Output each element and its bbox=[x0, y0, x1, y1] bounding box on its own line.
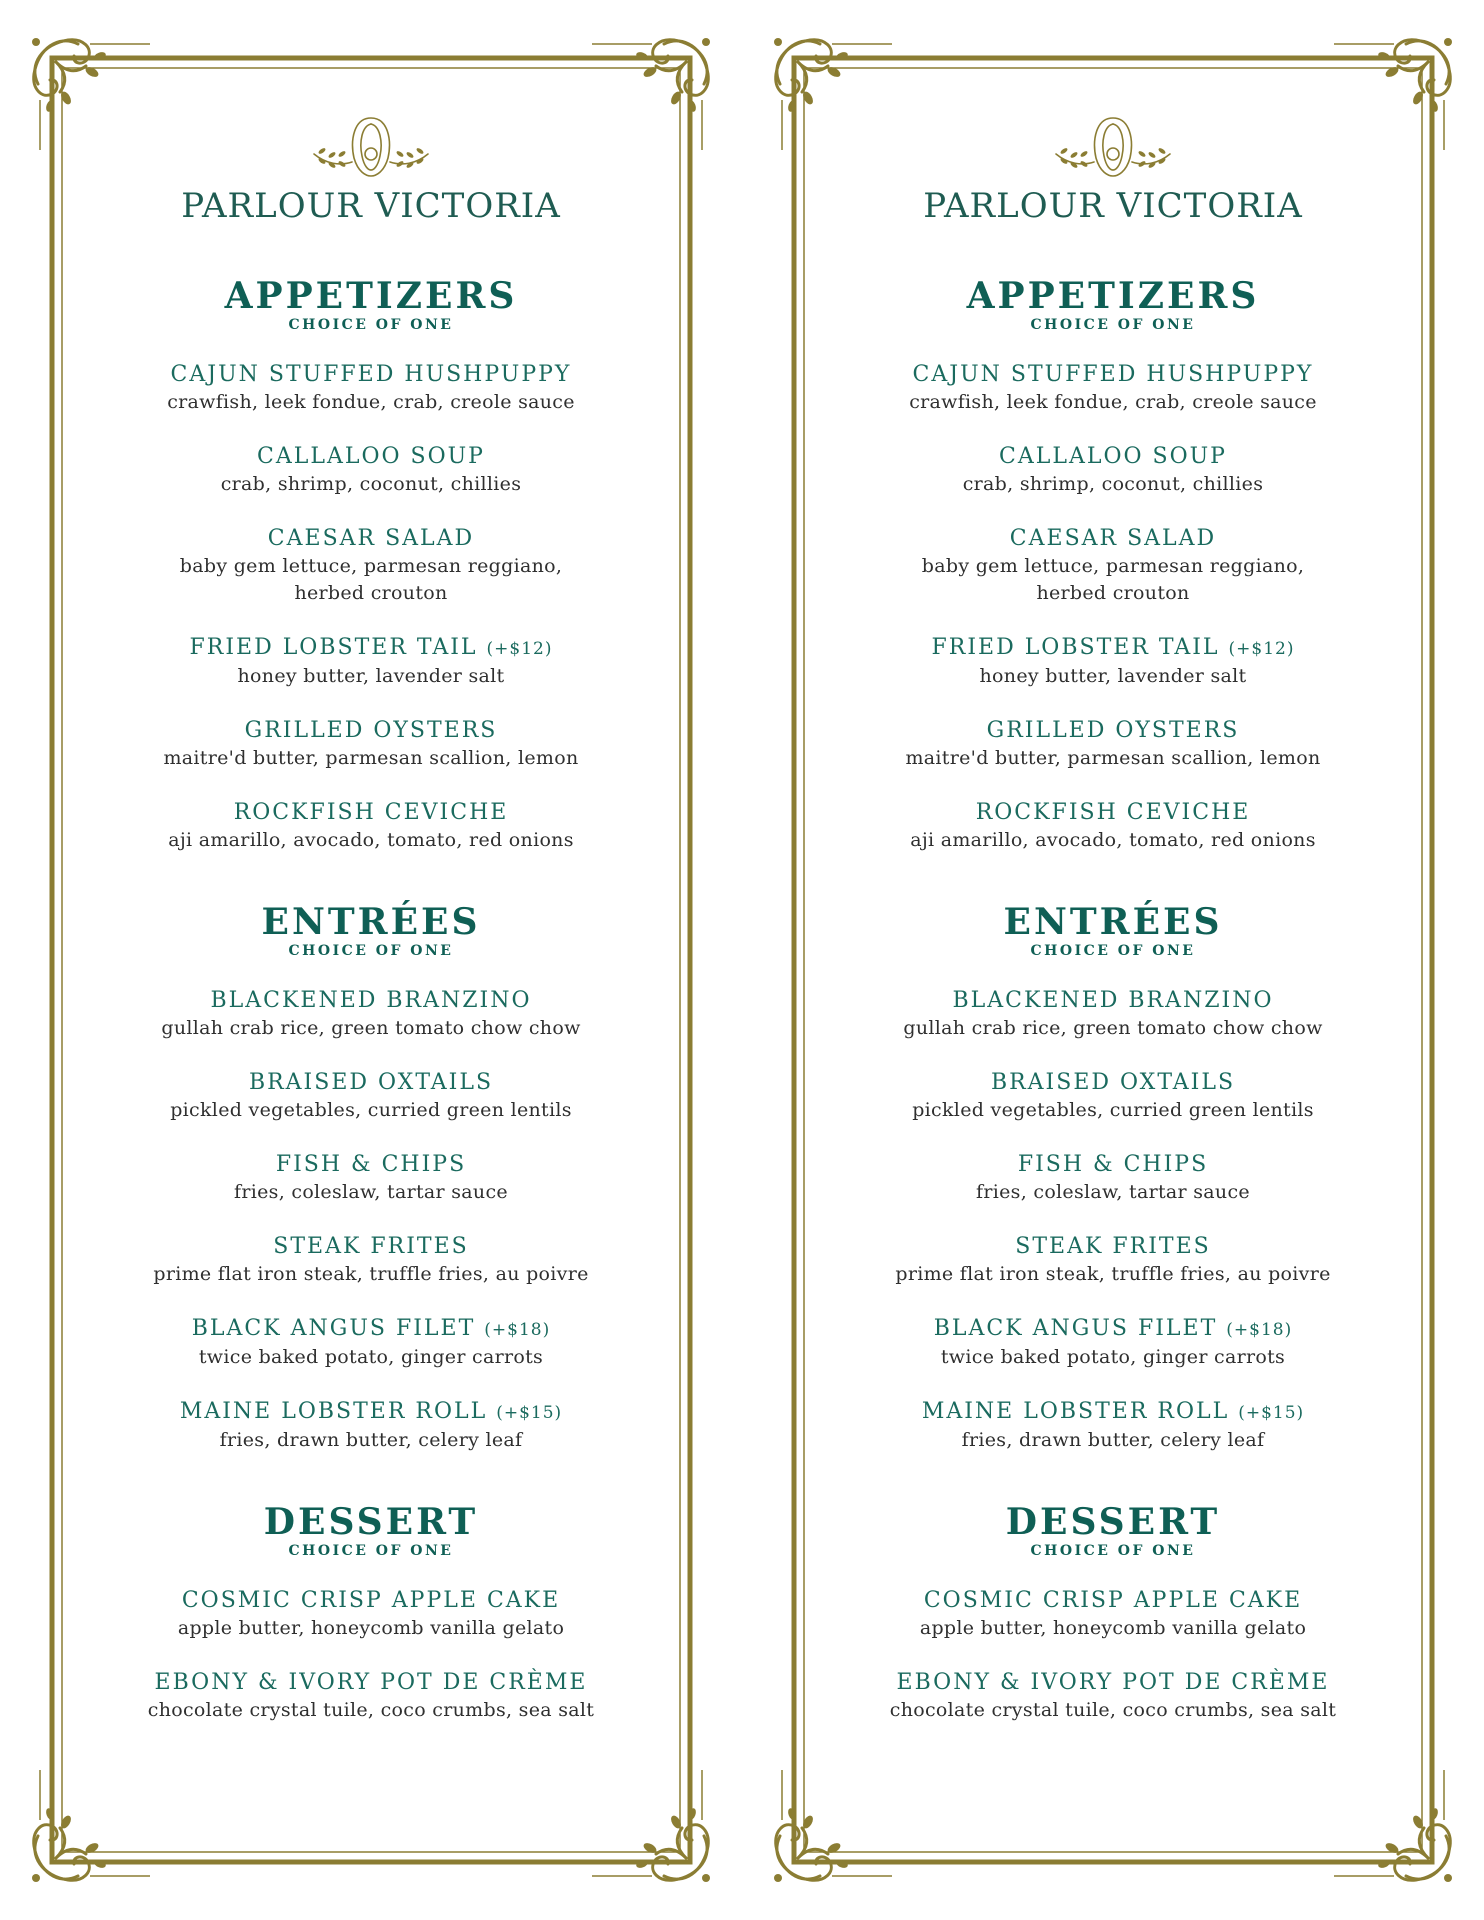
corner-flourish-icon bbox=[774, 38, 849, 113]
menu-item-name-line bbox=[110, 361, 632, 389]
corner-flourish-icon bbox=[635, 1807, 710, 1882]
menu-item-name-line bbox=[110, 443, 632, 471]
menu-item-name: GRILLED OYSTERS bbox=[244, 718, 498, 743]
menu-item bbox=[110, 1669, 632, 1724]
menu-item-description: pickled vegetables, curried green lentils bbox=[170, 1099, 572, 1121]
menu-item-name-line bbox=[110, 1669, 632, 1697]
menu-item-description: baby gem lettuce, parmesan reggiano, bbox=[921, 555, 1305, 577]
menu-item-description: herbed crouton bbox=[294, 582, 448, 604]
corner-flourish-icon bbox=[32, 1807, 107, 1882]
menu-items bbox=[110, 987, 632, 1454]
menu-section bbox=[852, 902, 1374, 1454]
section-subtitle: CHOICE OF ONE bbox=[1030, 1543, 1196, 1559]
menu-item-name: CAJUN STUFFED HUSHPUPPY bbox=[170, 362, 572, 387]
menu-item-description: fries, drawn butter, celery leaf bbox=[219, 1429, 523, 1451]
menu-item-name: STEAK FRITES bbox=[273, 1234, 469, 1259]
corner-flourish-icon bbox=[32, 38, 107, 113]
section-title: DESSERT bbox=[263, 1501, 479, 1543]
section-subtitle: CHOICE OF ONE bbox=[1030, 943, 1196, 959]
menu-item-description: prime flat iron steak, truffle fries, au poivre bbox=[153, 1263, 589, 1285]
menu-item-description: crawfish, leek fondue, crab, creole sauce bbox=[909, 391, 1317, 413]
menu-item-name-line bbox=[110, 1398, 632, 1427]
section-subtitle: CHOICE OF ONE bbox=[1030, 317, 1196, 333]
menu-section bbox=[852, 1502, 1374, 1724]
menu-item-name: COSMIC CRISP APPLE CAKE bbox=[181, 1588, 561, 1613]
brand-name: PARLOUR VICTORIA bbox=[923, 186, 1303, 226]
menu-item-price: (+$15) bbox=[496, 1403, 563, 1423]
menu-item bbox=[852, 634, 1374, 690]
menu-item-name-line bbox=[852, 799, 1374, 827]
menu-item bbox=[852, 717, 1374, 772]
menu-item-description: herbed crouton bbox=[1036, 582, 1190, 604]
menu-item bbox=[852, 1669, 1374, 1724]
menu-item-description: prime flat iron steak, truffle fries, au poivre bbox=[895, 1263, 1331, 1285]
corner-flourish-icon bbox=[635, 38, 710, 113]
oyster-with-laurel-icon bbox=[306, 110, 436, 184]
menu-item bbox=[852, 987, 1374, 1042]
menu-item-name-line bbox=[110, 634, 632, 663]
menu-item-description: fries, coleslaw, tartar sauce bbox=[234, 1181, 508, 1203]
menu-item-name-line bbox=[852, 525, 1374, 553]
menu-item bbox=[110, 1315, 632, 1371]
menu-item-name-line bbox=[110, 1315, 632, 1344]
menu-item-name-line bbox=[110, 799, 632, 827]
menu-item-description: twice baked potato, ginger carrots bbox=[940, 1346, 1286, 1368]
menu-item-name-line bbox=[110, 717, 632, 745]
menu-item bbox=[852, 799, 1374, 854]
menu-item bbox=[852, 1315, 1374, 1371]
menu-items bbox=[852, 1587, 1374, 1724]
brand-name: PARLOUR VICTORIA bbox=[181, 186, 561, 226]
menu-item-description: chocolate crystal tuile, coco crumbs, sea salt bbox=[147, 1699, 595, 1721]
section-title: ENTRÉES bbox=[261, 901, 481, 943]
menu-item-price: (+$12) bbox=[486, 639, 553, 659]
menu-item-name-line bbox=[852, 361, 1374, 389]
menu-section bbox=[110, 1502, 632, 1724]
menu-item-name: BLACK ANGUS FILET bbox=[933, 1316, 1218, 1341]
menu-items bbox=[110, 1587, 632, 1724]
menu-item-description: apple butter, honeycomb vanilla gelato bbox=[177, 1617, 565, 1639]
menu-item-name-line bbox=[852, 717, 1374, 745]
menu-item-name-line bbox=[110, 1233, 632, 1261]
menu-item-name-line bbox=[110, 1151, 632, 1179]
menu-item-name: ROCKFISH CEVICHE bbox=[233, 800, 509, 825]
menu-section bbox=[852, 276, 1374, 854]
menu-item bbox=[110, 717, 632, 772]
menu-items bbox=[852, 987, 1374, 1454]
oyster-with-laurel-icon bbox=[1048, 110, 1178, 184]
menu-item-description: honey butter, lavender salt bbox=[237, 665, 505, 687]
menu-item-name-line bbox=[852, 1587, 1374, 1615]
menu-section bbox=[110, 902, 632, 1454]
menu-item bbox=[852, 1151, 1374, 1206]
menu-item bbox=[852, 443, 1374, 498]
menu-section bbox=[110, 276, 632, 854]
menu-item bbox=[110, 1151, 632, 1206]
menu-item bbox=[110, 987, 632, 1042]
menu-item-name-line bbox=[852, 1069, 1374, 1097]
menu-item-description: twice baked potato, ginger carrots bbox=[198, 1346, 544, 1368]
menu-item-name: GRILLED OYSTERS bbox=[986, 718, 1240, 743]
menu-card-right bbox=[742, 0, 1484, 1920]
menu-item-name: FRIED LOBSTER TAIL bbox=[189, 635, 478, 660]
menu-item bbox=[852, 525, 1374, 607]
menu-item-price: (+$12) bbox=[1228, 639, 1295, 659]
menu-items bbox=[852, 361, 1374, 854]
menu-item-price: (+$18) bbox=[1226, 1320, 1293, 1340]
menu-item-name-line bbox=[852, 1669, 1374, 1697]
section-subtitle: CHOICE OF ONE bbox=[288, 1543, 454, 1559]
menu-item-name: MAINE LOBSTER ROLL bbox=[179, 1399, 488, 1424]
menu-item-name-line bbox=[852, 1398, 1374, 1427]
menu-item-name-line bbox=[852, 443, 1374, 471]
menu-item-name-line bbox=[110, 525, 632, 553]
menu-item bbox=[110, 525, 632, 607]
menu-item-name-line bbox=[110, 1069, 632, 1097]
menu-item-name: CALLALOO SOUP bbox=[999, 444, 1227, 469]
menu-item bbox=[110, 1233, 632, 1288]
menu-item bbox=[110, 799, 632, 854]
menu-item-name: CAJUN STUFFED HUSHPUPPY bbox=[912, 362, 1314, 387]
menu-item bbox=[110, 1587, 632, 1642]
menu-item-name-line bbox=[110, 987, 632, 1015]
menu-item-name: CALLALOO SOUP bbox=[257, 444, 485, 469]
menu-item bbox=[852, 1398, 1374, 1454]
menu-item-name: MAINE LOBSTER ROLL bbox=[921, 1399, 1230, 1424]
menu-item-name-line bbox=[852, 1151, 1374, 1179]
section-subtitle: CHOICE OF ONE bbox=[288, 943, 454, 959]
menu-item-name: BRAISED OXTAILS bbox=[990, 1070, 1236, 1095]
menu-item-description: gullah crab rice, green tomato chow chow bbox=[903, 1017, 1323, 1039]
menu-item bbox=[110, 443, 632, 498]
menu-item-name-line bbox=[852, 1233, 1374, 1261]
corner-flourish-icon bbox=[774, 1807, 849, 1882]
menu-item-name: CAESAR SALAD bbox=[267, 526, 475, 551]
menu-item-description: crab, shrimp, coconut, chillies bbox=[962, 473, 1264, 495]
menu-item-name: BLACK ANGUS FILET bbox=[191, 1316, 476, 1341]
menu-item-name: STEAK FRITES bbox=[1015, 1234, 1211, 1259]
menu-item bbox=[852, 361, 1374, 416]
menu-item-price: (+$15) bbox=[1238, 1403, 1305, 1423]
menu-item bbox=[852, 1069, 1374, 1124]
menu-item bbox=[852, 1587, 1374, 1642]
menu-item-name: EBONY & IVORY POT DE CRÈME bbox=[896, 1670, 1330, 1695]
menu-item-name: BLACKENED BRANZINO bbox=[952, 988, 1274, 1013]
menu-item-description: maitre'd butter, parmesan scallion, lemon bbox=[905, 747, 1321, 769]
menu-item-price: (+$18) bbox=[484, 1320, 551, 1340]
menu-content bbox=[852, 110, 1374, 1751]
section-title: APPETIZERS bbox=[224, 275, 518, 317]
menu-item bbox=[110, 1398, 632, 1454]
menu-item bbox=[110, 1069, 632, 1124]
corner-flourish-icon bbox=[1377, 38, 1452, 113]
menu-items bbox=[110, 361, 632, 854]
menu-item-name-line bbox=[852, 987, 1374, 1015]
menu-item-description: aji amarillo, avocado, tomato, red onions bbox=[910, 829, 1316, 851]
menu-item bbox=[852, 1233, 1374, 1288]
menu-item-name-line bbox=[110, 1587, 632, 1615]
menu-item-description: fries, coleslaw, tartar sauce bbox=[976, 1181, 1250, 1203]
section-subtitle: CHOICE OF ONE bbox=[288, 317, 454, 333]
menu-item-name: BLACKENED BRANZINO bbox=[210, 988, 532, 1013]
menu-content bbox=[110, 110, 632, 1751]
menu-item-name: FISH & CHIPS bbox=[275, 1152, 467, 1177]
menu-item-name-line bbox=[852, 1315, 1374, 1344]
section-title: ENTRÉES bbox=[1003, 901, 1223, 943]
menu-item-name: COSMIC CRISP APPLE CAKE bbox=[923, 1588, 1303, 1613]
menu-item-description: chocolate crystal tuile, coco crumbs, sea salt bbox=[889, 1699, 1337, 1721]
menu-item-description: baby gem lettuce, parmesan reggiano, bbox=[179, 555, 563, 577]
menu-item-description: gullah crab rice, green tomato chow chow bbox=[161, 1017, 581, 1039]
menu-item bbox=[110, 361, 632, 416]
section-title: DESSERT bbox=[1005, 1501, 1221, 1543]
menu-item-description: apple butter, honeycomb vanilla gelato bbox=[919, 1617, 1307, 1639]
menu-item-name: ROCKFISH CEVICHE bbox=[975, 800, 1251, 825]
menu-item-description: maitre'd butter, parmesan scallion, lemon bbox=[163, 747, 579, 769]
menu-sections bbox=[852, 276, 1374, 1724]
menu-item-description: crab, shrimp, coconut, chillies bbox=[220, 473, 522, 495]
menu-item-name: FRIED LOBSTER TAIL bbox=[931, 635, 1220, 660]
menu-item-description: aji amarillo, avocado, tomato, red onions bbox=[168, 829, 574, 851]
menu-item-name-line bbox=[852, 634, 1374, 663]
menu-item-description: honey butter, lavender salt bbox=[979, 665, 1247, 687]
menu-item-description: fries, drawn butter, celery leaf bbox=[961, 1429, 1265, 1451]
menu-item-name: EBONY & IVORY POT DE CRÈME bbox=[154, 1670, 588, 1695]
menu-item-name: FISH & CHIPS bbox=[1017, 1152, 1209, 1177]
menu-item bbox=[110, 634, 632, 690]
menu-item-description: crawfish, leek fondue, crab, creole sauce bbox=[167, 391, 575, 413]
menu-item-description: pickled vegetables, curried green lentils bbox=[912, 1099, 1314, 1121]
menu-sections bbox=[110, 276, 632, 1724]
corner-flourish-icon bbox=[1377, 1807, 1452, 1882]
section-title: APPETIZERS bbox=[966, 275, 1260, 317]
menu-item-name: CAESAR SALAD bbox=[1009, 526, 1217, 551]
menu-item-name: BRAISED OXTAILS bbox=[248, 1070, 494, 1095]
